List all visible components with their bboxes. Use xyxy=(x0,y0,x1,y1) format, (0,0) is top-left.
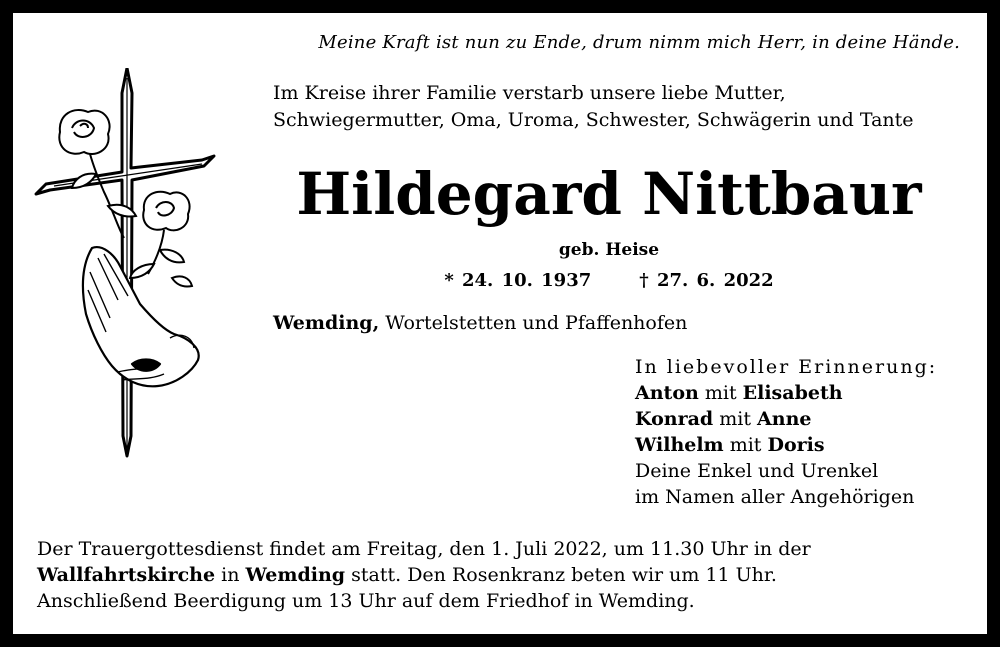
mourner-couple xyxy=(635,432,937,458)
mourner-connector: mit xyxy=(723,434,768,456)
service-line-2 xyxy=(37,562,811,588)
mourner-partner: Anne xyxy=(757,408,812,430)
maiden-name: geb. Heise xyxy=(558,240,660,260)
death-date: † 27. 6. 2022 xyxy=(639,270,774,291)
intro-line-2: Schwiegermutter, Oma, Uroma, Schwester, Schwägerin und Tante xyxy=(273,109,914,131)
mourner-name: Wilhelm xyxy=(635,434,724,456)
motto-text: Meine Kraft ist nun zu Ende, drum nimm mich Herr, in deine Hände. xyxy=(318,32,960,53)
intro-line-1: Im Kreise ihrer Familie verstarb unsere liebe Mutter, xyxy=(273,82,786,104)
church-town: Wemding xyxy=(245,564,346,586)
mourners-lead: In liebevoller Erinnerung: xyxy=(635,356,938,378)
deceased-name: Hildegard Nittbaur xyxy=(296,160,922,228)
service-in: in xyxy=(215,564,246,586)
mourner-name: Konrad xyxy=(635,408,714,430)
mourners-block xyxy=(635,354,937,510)
intro-text xyxy=(273,80,914,134)
mourner-connector: mit xyxy=(698,382,743,404)
hometown-line xyxy=(273,312,687,334)
church-name: Wallfahrtskirche xyxy=(37,564,216,586)
service-info xyxy=(37,536,811,614)
life-dates xyxy=(273,270,945,291)
service-line-2-rest: statt. Den Rosenkranz beten wir um 11 Uhr. xyxy=(345,564,777,586)
hometown-others: Wortelstetten und Pfaffenhofen xyxy=(379,312,688,334)
birth-date: * 24. 10. 1937 xyxy=(444,270,592,291)
mourner-partner: Doris xyxy=(767,434,825,456)
relatives-line: im Namen aller Angehörigen xyxy=(635,486,915,508)
mourner-couple xyxy=(635,406,937,432)
mourner-partner: Elisabeth xyxy=(742,382,843,404)
mourner-couple xyxy=(635,380,937,406)
cross-roses-praying-hands-icon xyxy=(32,68,222,458)
mourner-connector: mit xyxy=(713,408,758,430)
grandchildren-line: Deine Enkel und Urenkel xyxy=(635,460,879,482)
mourner-name: Anton xyxy=(635,382,699,404)
hometown-main: Wemding, xyxy=(273,312,380,334)
service-line-1: Der Trauergottesdienst findet am Freitag, den 1. Juli 2022, um 11.30 Uhr in der xyxy=(37,538,811,560)
service-line-3: Anschließend Beerdigung um 13 Uhr auf dem Friedhof in Wemding. xyxy=(37,590,695,612)
